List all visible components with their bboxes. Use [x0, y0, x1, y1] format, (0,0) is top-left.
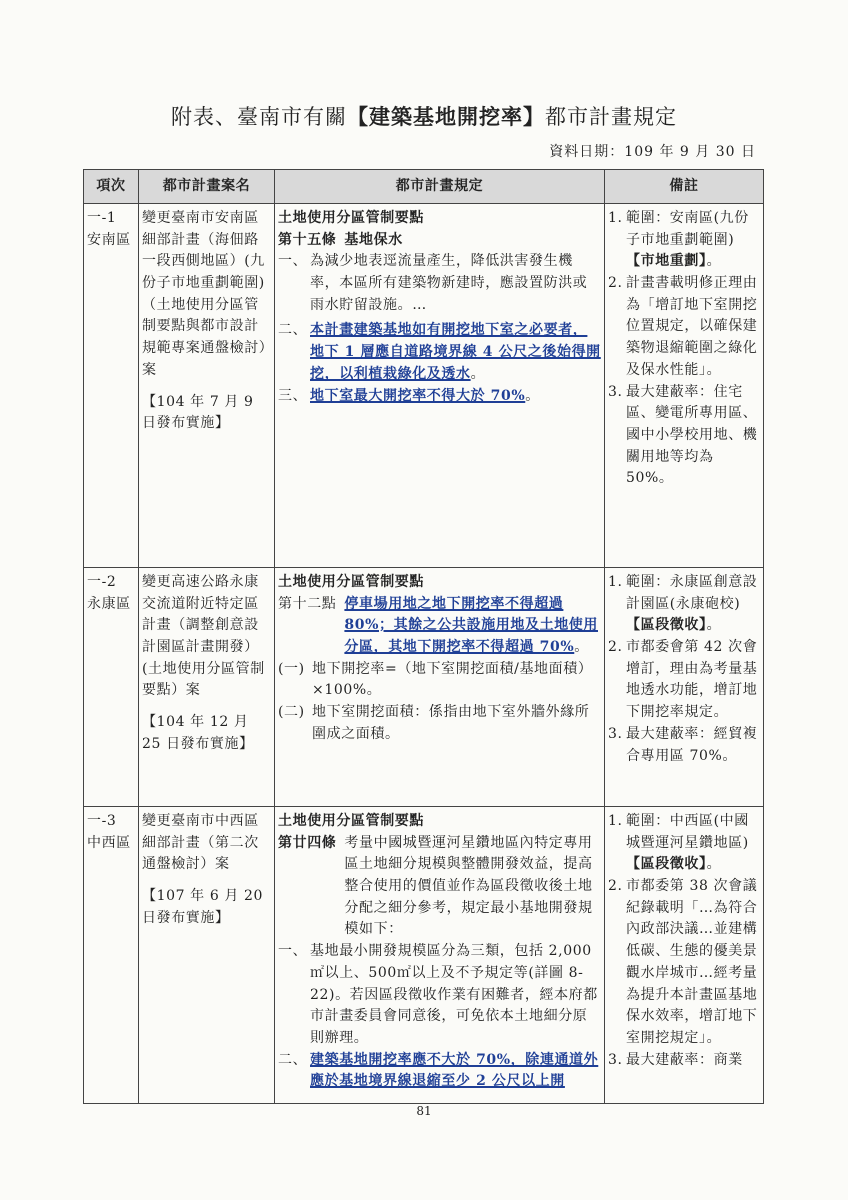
plan-name-cell: [139, 807, 275, 1104]
remark-tail: 。: [706, 253, 722, 270]
remark-text: 計畫書載明修正理由為「增訂地下室開挖位置規定，以確保建築物退縮範圍之綠化及保水性能」。: [626, 275, 758, 378]
remark-item: [608, 637, 760, 724]
clause: [278, 320, 601, 385]
clause: [278, 659, 601, 702]
remark-number: 1.: [608, 813, 623, 829]
section-title: 土地使用分區管制要點: [278, 574, 424, 590]
remark-bold: 【區段徵收】: [626, 617, 707, 634]
district-name: 安南區: [87, 231, 131, 248]
clause-mark: 一、: [278, 943, 308, 960]
clause-mark: (一): [278, 660, 305, 677]
remark-tail: 。: [706, 856, 722, 873]
clause-mark: 一、: [278, 253, 308, 270]
remark-text: 市都委第 38 次會議紀錄載明「…為符合內政部決議…並建構低碳、生態的優美景觀水岸城市…經考量為提升本計畫區基地保水效率，增訂地下室開挖規定」。: [626, 878, 758, 1046]
clause: [278, 386, 601, 408]
article-tail: 。: [574, 639, 589, 656]
remark-number: 3.: [608, 383, 623, 400]
clause-mark: 二、: [278, 322, 308, 339]
table-row: [84, 204, 764, 568]
remark-item: [608, 811, 760, 876]
clause-text-highlight: 建築基地開挖率應不大於 70%，除連通道外應於基地境界線退縮至少 2 公尺以上開: [310, 1051, 599, 1090]
clause-tail: 。: [525, 387, 540, 404]
clause: [278, 941, 601, 1049]
article-title: 基地保水: [344, 231, 403, 248]
remark-text: 範圍：安南區(九份子市地重劃範圍): [626, 210, 749, 248]
plan-rule-cell: [275, 807, 605, 1104]
remark-tail: 。: [706, 617, 722, 634]
clause-text: 地下開挖率=（地下室開挖面積/基地面積）×100%。: [312, 660, 593, 699]
remark-bold: 【區段徵收】: [626, 856, 707, 873]
article-text: 考量中國城暨運河星鑽地區內特定專用區土地細分規模與整體開發效益，提高整合使用的價值並作為區段徵收後土地分配之細分參考，規定最小基地開發規模如下：: [344, 834, 593, 938]
item-cell: [84, 204, 139, 568]
plan-name: 變更高速公路永康交流道附近特定區計畫（調整創意設計園區計畫開發）(土地使用分區管制要點）案: [142, 574, 265, 699]
item-cell: [84, 807, 139, 1104]
item-cell: [84, 568, 139, 807]
remark-item: [608, 208, 760, 273]
clause: [278, 702, 601, 745]
plan-name-cell: [139, 204, 275, 568]
remark-item: [608, 273, 760, 381]
district-name: 永康區: [87, 595, 131, 612]
remarks-cell: [605, 807, 764, 1104]
remark-number: 3.: [608, 1051, 623, 1068]
remark-item: [608, 382, 760, 490]
clause-mark: (二): [278, 704, 305, 721]
plan-rule-cell: [275, 568, 605, 807]
clause-text: 基地最小開發規模區分為三類，包括 2,000㎡以上、500㎡以上及不予規定等(詳圖 8-22)。若因區段徵收作業有困難者，經本府都市計畫委員會同意後，可免依本土地細分原則辦理。: [310, 943, 598, 1046]
remarks-cell: [605, 204, 764, 568]
header-item: 項次: [84, 170, 139, 204]
remark-text: 市都委會第 42 次會增訂，理由為考量基地透水功能，增訂地下開挖率規定。: [626, 639, 758, 721]
remark-text: 最大建蔽率：商業: [626, 1051, 743, 1068]
remark-number: 2.: [608, 275, 623, 292]
header-plan-name: 都市計畫案名: [139, 170, 275, 204]
remark-item: [608, 572, 760, 637]
header-plan-rule: 都市計畫規定: [275, 170, 605, 204]
plan-date: 【104 年 7 月 9 日發布實施】: [142, 393, 254, 432]
article-number: 第廿四條: [278, 834, 337, 851]
remarks-cell: [605, 568, 764, 807]
remark-number: 1.: [608, 574, 623, 590]
remark-number: 2.: [608, 878, 623, 895]
plan-rule-cell: [275, 204, 605, 568]
section-title: 土地使用分區管制要點: [278, 210, 424, 226]
remark-text: 範圍：中西區(中國城暨運河星鑽地區): [626, 813, 749, 851]
remark-item: [608, 724, 760, 767]
title-prefix: 附表、臺南市有關: [171, 105, 347, 129]
clause-mark: 三、: [278, 387, 308, 404]
clause-mark: 二、: [278, 1051, 308, 1068]
remark-number: 3.: [608, 725, 623, 742]
clause: [278, 1050, 601, 1093]
article-number: 第十五條: [278, 231, 337, 248]
plan-date: 【107 年 6 月 20 日發布實施】: [142, 888, 264, 926]
clause-text: 地下室開挖面積：係指由地下室外牆外緣所圍成之面積。: [312, 704, 590, 742]
plan-name-cell: [139, 568, 275, 807]
district-name: 中西區: [87, 834, 131, 851]
item-code: 一-1: [87, 210, 117, 226]
header-remarks: 備註: [605, 170, 764, 204]
plan-name: 變更臺南市中西區細部計畫（第二次通盤檢討）案: [142, 813, 259, 873]
article-number: 第十二點: [278, 595, 337, 612]
data-date: 資料日期：109 年 9 月 30 日: [549, 144, 756, 160]
table-header-row: [84, 170, 764, 204]
table-row: [84, 807, 764, 1104]
table-row: [84, 568, 764, 807]
title-highlight: 【建築基地開挖率】: [347, 104, 545, 129]
clause: [278, 251, 601, 316]
clause-text: 為減少地表逕流量產生，降低洪害發生機率，本區所有建築物新建時，應設置防洪或雨水貯留設施。…: [310, 253, 588, 313]
article: [278, 594, 601, 659]
clause-text-highlight: 地下室最大開挖率不得大於 70%: [310, 387, 526, 404]
remark-number: 2.: [608, 639, 623, 656]
item-code: 一-3: [87, 813, 117, 829]
article-text-highlight: 停車場用地之地下開挖率不得超過 80%；其餘之公共設施用地及土地使用分區，其地下開挖率不得超過 70%: [344, 595, 598, 656]
article-heading: [278, 230, 601, 252]
remark-text: 最大建蔽率：住宅區、變電所專用區、國中小學校用地、機關用地等均為 50%。: [626, 383, 758, 487]
remark-number: 1.: [608, 210, 623, 226]
section-title: 土地使用分區管制要點: [278, 813, 424, 829]
page-title: [0, 101, 848, 131]
plan-name: 變更臺南市安南區細部計畫（海佃路一段西側地區）(九份子市地重劃範圍)（土地使用分區管制要點與都市設計規範專案通盤檢討）案: [142, 210, 267, 378]
remark-item: [608, 876, 760, 1050]
clause-tail: 。: [470, 365, 486, 382]
remark-bold: 【市地重劃】: [626, 253, 707, 270]
plan-date: 【104 年 12 月 25 日發布實施】: [142, 714, 254, 752]
clause-text-highlight: 本計畫建築基地如有開挖地下室之必要者，地下 1 層應自道路境界線 4 公尺之後始得開挖，以利植栽綠化及透水: [310, 322, 601, 382]
page-number: 81: [416, 1104, 432, 1118]
title-suffix: 都市計畫規定: [545, 105, 677, 129]
article: [278, 833, 601, 941]
remark-text: 最大建蔽率：經貿複合專用區 70%。: [626, 725, 758, 764]
regulation-table: [83, 169, 764, 1104]
item-code: 一-2: [87, 574, 117, 590]
remark-item: [608, 1050, 760, 1072]
remark-text: 範圍：永康區創意設計園區(永康砲校): [626, 574, 758, 612]
